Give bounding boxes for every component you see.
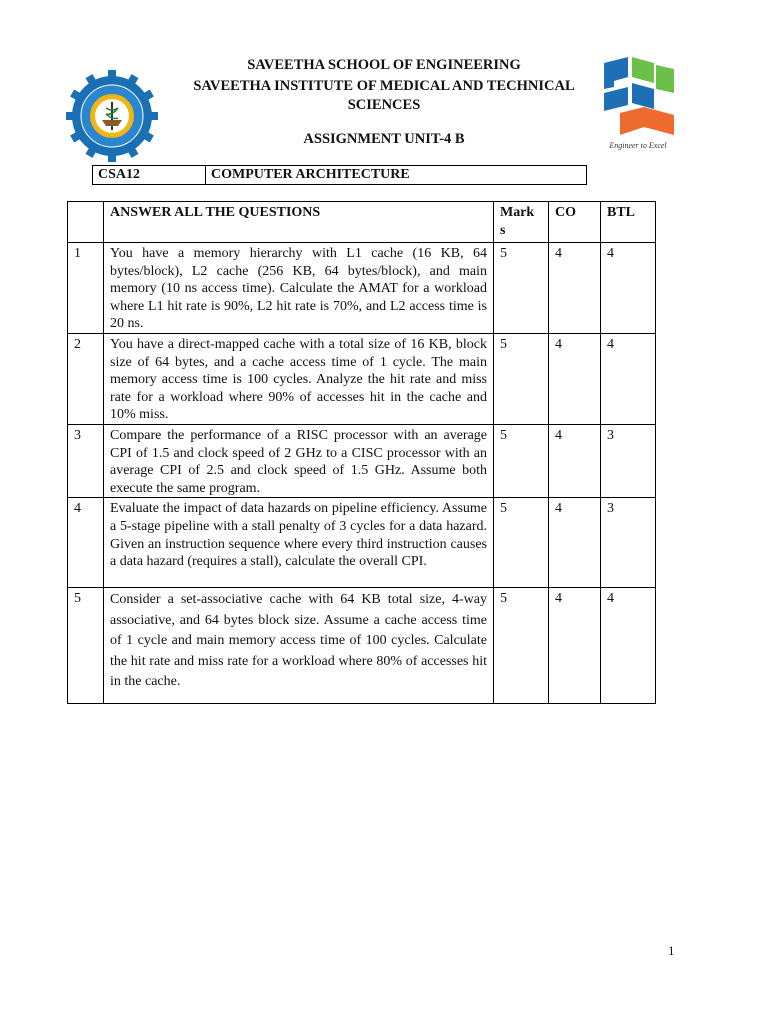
question-text: You have a direct-mapped cache with a total size of 16 KB, block size of 64 bytes, and a cache access time of 1 cycle. The main memory access time is 100 cycles. Analyze the hit rate and miss rate for a workload where 90% of accesses hit in the cache and 10% miss. xyxy=(104,333,494,424)
question-number: 3 xyxy=(68,424,104,497)
question-text: Evaluate the impact of data hazards on pipeline efficiency. Assume a 5-stage pipeline with a stall penalty of 3 cycles for a data hazard. Given an instruction sequence where every third instruction causes a data hazard (requires a stall), calculate the overall CPI. xyxy=(104,498,494,588)
table-row xyxy=(68,243,656,334)
question-btl: 4 xyxy=(601,243,656,334)
question-text: Consider a set-associative cache with 64 KB total size, 4-way associative, and 64 bytes block size. Assume a cache access time of 1 cycle and main memory access time of 100 cycles. Calculate the hit rate and miss rate for a workload where 80% of accesses hit in the cache. xyxy=(104,588,494,704)
question-number: 1 xyxy=(68,243,104,334)
question-btl: 3 xyxy=(601,498,656,588)
question-marks: 5 xyxy=(494,498,549,588)
question-co: 4 xyxy=(549,498,601,588)
table-row xyxy=(68,498,656,588)
header-marks: Mark s xyxy=(494,202,549,243)
page-number: 1 xyxy=(668,943,675,958)
question-text: Compare the performance of a RISC processor with an average CPI of 1.5 and clock speed of 2 GHz to a CISC processor with an average CPI of 2.5 and clock speed of 1.5 GHz. Assume both execute the same program. xyxy=(104,424,494,497)
header-btl: BTL xyxy=(601,202,656,243)
course-code: CSA12 xyxy=(93,166,206,184)
table-row xyxy=(68,424,656,497)
school-name: SAVEETHA SCHOOL OF ENGINEERING xyxy=(247,57,521,73)
question-marks: 5 xyxy=(494,424,549,497)
question-marks: 5 xyxy=(494,588,549,704)
question-btl: 3 xyxy=(601,424,656,497)
logo-tagline: Engineer to Excel xyxy=(609,141,667,150)
question-btl: 4 xyxy=(601,588,656,704)
institute-name-cont: SCIENCES xyxy=(347,97,421,113)
header-instruction: ANSWER ALL THE QUESTIONS xyxy=(104,202,494,243)
question-number: 4 xyxy=(68,498,104,588)
question-co: 4 xyxy=(549,243,601,334)
table-row xyxy=(68,333,656,424)
question-text: You have a memory hierarchy with L1 cache (16 KB, 64 bytes/block), L2 cache (256 KB, 64 bytes/block), and main memory (10 ns access time). Calculate the AMAT for a workload where L1 hit rate is 90%, L2 hit rate is 70%, and L2 access time is 20 ns. xyxy=(104,243,494,334)
questions-table xyxy=(67,201,656,704)
institute-name: SAVEETHA INSTITUTE OF MEDICAL AND TECHNICAL xyxy=(193,78,575,94)
question-co: 4 xyxy=(549,424,601,497)
question-marks: 5 xyxy=(494,243,549,334)
question-co: 4 xyxy=(549,588,601,704)
question-number: 2 xyxy=(68,333,104,424)
question-marks: 5 xyxy=(494,333,549,424)
question-number: 5 xyxy=(68,588,104,704)
question-co: 4 xyxy=(549,333,601,424)
course-name: COMPUTER ARCHITECTURE xyxy=(211,167,410,182)
header-co: CO xyxy=(549,202,601,243)
table-row xyxy=(68,588,656,704)
course-info xyxy=(92,165,587,185)
question-btl: 4 xyxy=(601,333,656,424)
table-header-row xyxy=(68,202,656,243)
assignment-title: ASSIGNMENT UNIT-4 B xyxy=(303,131,465,147)
header-no xyxy=(68,202,104,243)
